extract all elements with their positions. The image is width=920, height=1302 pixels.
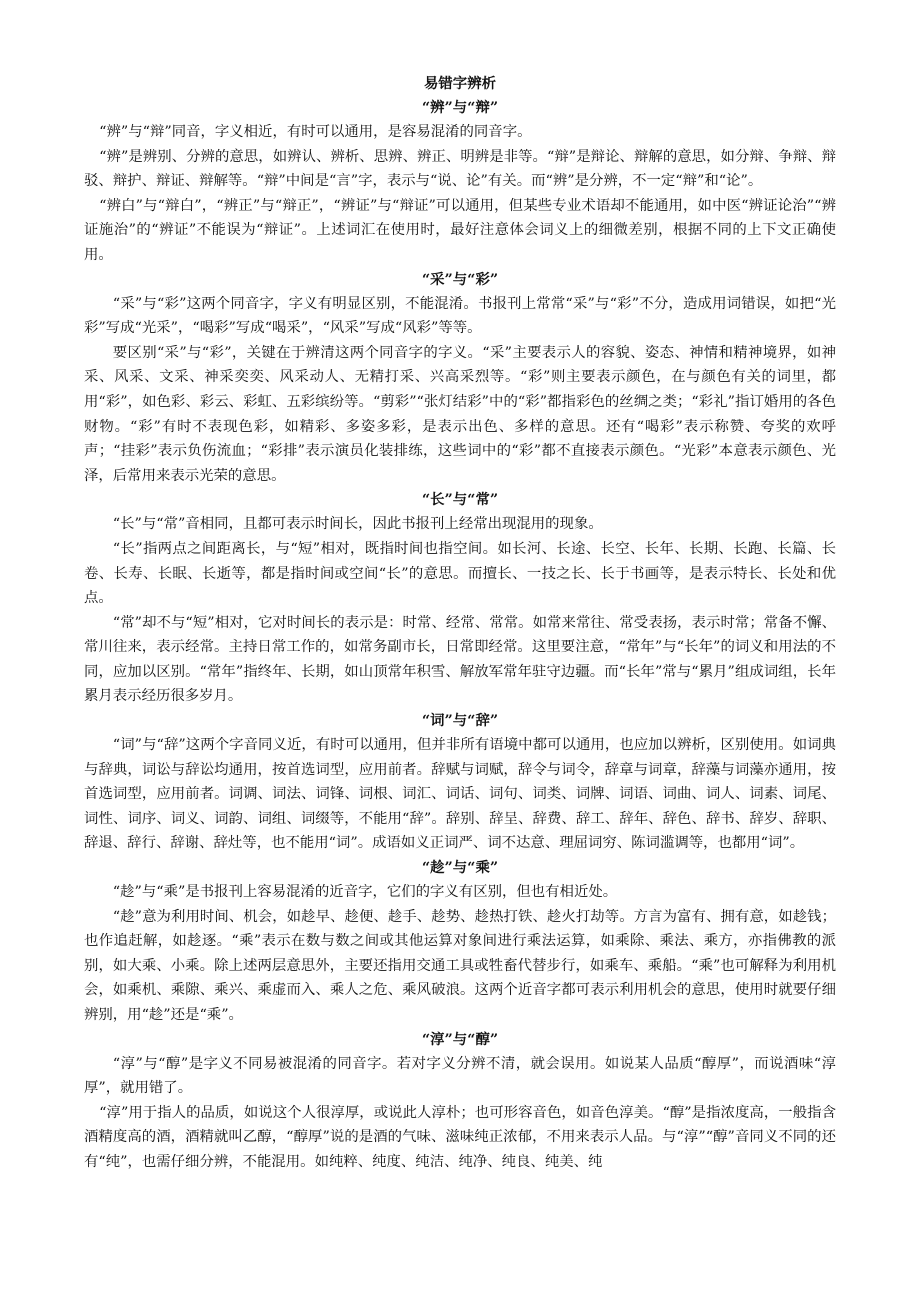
paragraph: “采”与“彩”这两个同音字，字义有明显区别，不能混淆。书报刊上常常“采”与“彩”不分，造成用词错误，如把“光彩”写成“光采”，“喝彩”写成“喝采”，“风采”写成“风彩”等等。 xyxy=(84,295,836,337)
section-heading: “辨”与“辩” xyxy=(421,99,499,116)
section-heading: “长”与“常” xyxy=(421,491,499,509)
section-heading: “词”与“辞” xyxy=(421,712,499,730)
section-ci xyxy=(84,709,836,856)
paragraph: “长”指两点之间距离长，与“短”相对，既指时间也指空间。如长河、长途、长空、长年、长期、长跑、长篇、长卷、长寿、长眠、长逝等，都是指时间或空间“长”的意思。而擅长、一技之长、长于书画等，是表示特长、长处和优点。 xyxy=(84,540,836,607)
section-heading: “淳”与“醇” xyxy=(421,1030,499,1048)
paragraph: “趁”与“乘”是书报刊上容易混淆的近音字，它们的字义有区别，但也有相近处。 xyxy=(112,884,618,901)
section-chang xyxy=(84,488,836,709)
paragraph: “辨”与“辩”同音，字义相近，有时可以通用，是容易混淆的同音字。 xyxy=(99,124,532,140)
section-bian xyxy=(84,96,836,268)
section-chun xyxy=(84,1028,836,1175)
paragraph: “辨白”与“辩白”，“辨正”与“辩正”，“辨证”与“辩证”可以通用，但某些专业术语却不能通用，如中医“辨证论治”“辨证施治”的“辨证”不能误为“辩证”。上述词汇在使用时，最好注意体会词义上的细微差别，根据不同的上下文正确使用。 xyxy=(84,197,836,263)
paragraph: “淳”用于指人的品质，如说这个人很淳厚，或说此人淳朴；也可形容音色，如音色淳美。“醇”是指浓度高，一般指含酒精度高的酒，酒精就叫乙醇，“醇厚”说的是酒的气味、滋味纯正浓郁，不用来表示人品。与“淳”“醇”音同义不同的还有“纯”，也需仔细分辨，不能混用。如纯粹、纯度、纯洁、纯净、纯良、纯美、纯 xyxy=(84,1104,836,1170)
section-cai xyxy=(84,268,836,489)
paragraph: “辨”是辨别、分辨的意思，如辨认、辨析、思辨、辨正、明辨是非等。“辩”是辩论、辩解的意思，如分辩、争辩、辩驳、辩护、辩证、辩解等。“辩”中间是“言”字，表示与“说、论”有关。而“辨”是分辨，不一定“辩”和“论”。 xyxy=(84,148,836,190)
paragraph: “趁”意为利用时间、机会，如趁早、趁便、趁手、趁势、趁热打铁、趁火打劫等。方言为富有、拥有意，如趁钱；也作追赶解，如趁逐。“乘”表示在数与数之间或其他运算对象间进行乘法运算，如乘除、乘法、乘方，亦指佛教的派别，如大乘、小乘。除上述两层意思外，主要还指用交通工具或牲畜代替步行，如乘车、乘船。“乘”也可解释为利用机会，如乘机、乘隙、乘兴、乘虚而入、乘人之危、乘风破浪。这两个近音字都可表示利用机会的意思，使用时就要仔细辨别，用“趁”还是“乘”。 xyxy=(84,908,836,1023)
section-heading: “趁”与“乘” xyxy=(421,859,499,877)
paragraph: “淳”与“醇”是字义不同易被混淆的同音字。若对字义分辨不清，就会误用。如说某人品质“醇厚”，而说酒味“淳厚”，就用错了。 xyxy=(84,1055,836,1097)
paragraph: “常”却不与“短”相对，它对时间长的表示是：时常、经常、常常。如常来常往、常受表扬，表示时常；常备不懈、常川往来，表示经常。主持日常工作的，如常务副市长，日常即经常。这里要注意，“常年”与“长年”的词义和用法的不同，应加以区别。“常年”指终年、长期，如山顶常年积雪、解放军常年驻守边疆。而“长年”常与“累月”组成词组，长年累月表示经历很多岁月。 xyxy=(84,614,836,705)
document-page xyxy=(84,72,836,1175)
section-heading: “采”与“彩” xyxy=(421,270,499,288)
paragraph: 要区别“采”与“彩”，关键在于辨清这两个同音字的字义。“采”主要表示人的容貌、姿态、神情和精神境界，如神采、风采、文采、神采奕奕、风采动人、无精打采、兴高采烈等。“彩”则主要表示颜色，在与颜色有关的词里，都用“彩”，如色彩、彩云、彩虹、五彩缤纷等。“剪彩”“张灯结彩”中的“彩”都指彩色的丝绸之类；“彩礼”指订婚用的各色财物。“彩”有时不表现色彩，如精彩、多姿多彩，是表示出色、多样的意思。还有“喝彩”表示称赞、夸奖的欢呼声；“挂彩”表示负伤流血；“彩排”表示演员化装排练，这些词中的“彩”都不直接表示颜色。“光彩”本意表示颜色、光泽，后常用来表示光荣的意思。 xyxy=(84,344,836,484)
document-title: 易错字辨析 xyxy=(424,75,496,92)
paragraph: “长”与“常”音相同，且都可表示时间长，因此书报刊上经常出现混用的现象。 xyxy=(112,516,603,533)
section-chen xyxy=(84,856,836,1028)
paragraph: “词”与“辞”这两个字音同义近，有时可以通用，但并非所有语境中都可以通用，也应加以辨析，区别使用。如词典与辞典，词讼与辞讼均通用，按首选词型，应用前者。辞赋与词赋，辞令与词令，辞章与词章，辞藻与词藻亦通用，按首选词型，应用前者。词调、词法、词锋、词根、词汇、词话、词句、词类、词牌、词语、词曲、词人、词素、词尾、词性、词序、词义、词韵、词组、词缀等，不能用“辞”。辞别、辞呈、辞费、辞工、辞年、辞色、辞书、辞岁、辞职、辞退、辞行、辞谢、辞灶等，也不能用“词”。成语如义正词严、词不达意、理屈词穷、陈词滥调等，也都用“词”。 xyxy=(84,737,836,852)
